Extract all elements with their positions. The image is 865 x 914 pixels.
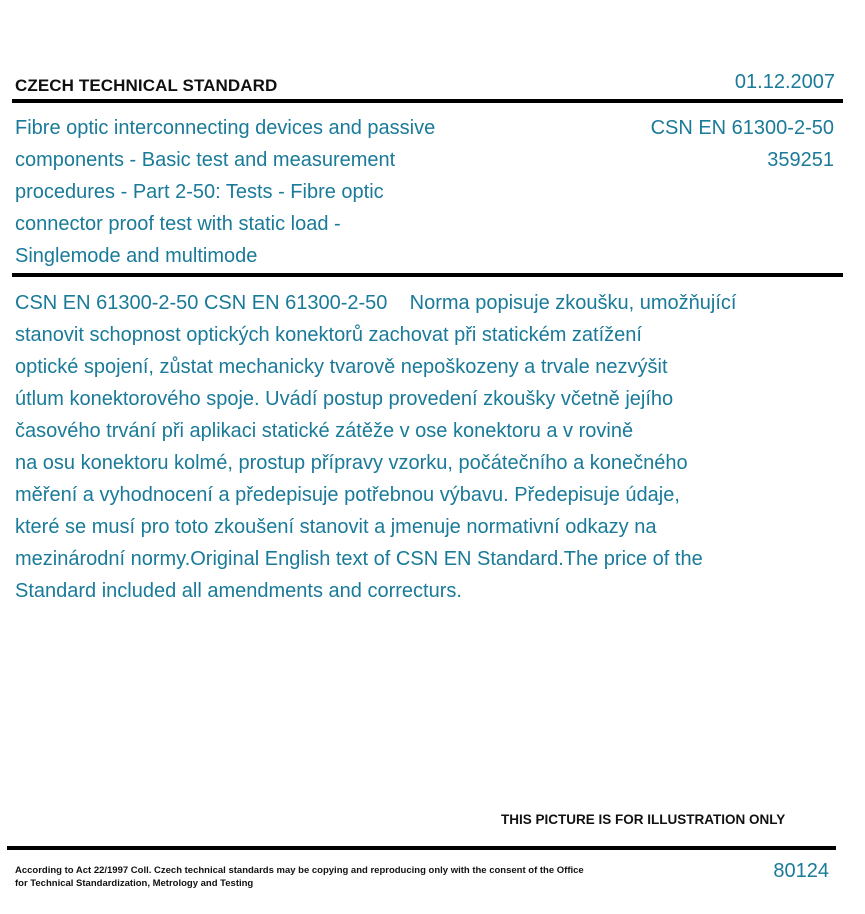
legal-notice-line: According to Act 22/1997 Coll. Czech technical standards may be copying and reproducing only with the consent of the Office xyxy=(15,865,584,876)
standard-title-line: Singlemode and multimode xyxy=(15,245,258,267)
description-line: optické spojení, zůstat mechanicky tvarově nepoškozeny a trvale nezvýšit xyxy=(15,356,668,378)
footer-divider xyxy=(7,846,836,850)
description-line: které se musí pro toto zkoušení stanovit a jmenuje normativní odkazy na xyxy=(15,516,657,538)
classification-number: 359251 xyxy=(767,149,834,171)
standard-code: CSN EN 61300-2-50 xyxy=(650,117,834,139)
description-line: měření a vyhodnocení a předepisuje potřebnou výbavu. Předepisuje údaje, xyxy=(15,484,680,506)
standard-title-line: Fibre optic interconnecting devices and passive xyxy=(15,117,436,139)
legal-notice-line: for Technical Standardization, Metrology and Testing xyxy=(15,878,254,889)
header-divider xyxy=(12,99,843,103)
standard-title-line: connector proof test with static load - xyxy=(15,213,341,235)
publication-date: 01.12.2007 xyxy=(734,71,835,93)
document-number: 80124 xyxy=(773,860,829,882)
document-heading: CZECH TECHNICAL STANDARD xyxy=(15,76,278,95)
description-line: stanovit schopnost optických konektorů zachovat při statickém zatížení xyxy=(15,324,642,346)
standard-title-line: components - Basic test and measurement xyxy=(15,149,396,171)
illustration-disclaimer: THIS PICTURE IS FOR ILLUSTRATION ONLY xyxy=(501,812,786,827)
standard-title xyxy=(15,112,515,272)
description-line: mezinárodní normy.Original English text of CSN EN Standard.The price of the xyxy=(15,548,703,570)
description-line: útlum konektorového spoje. Uvádí postup provedení zkoušky včetně jejího xyxy=(15,388,674,410)
standard-identifiers xyxy=(651,112,834,176)
description-line: CSN EN 61300-2-50 CSN EN 61300-2-50 Norma popisuje zkoušku, umožňující xyxy=(15,292,737,314)
section-divider xyxy=(12,273,843,277)
description-line: časového trvání při aplikaci statické zátěže v ose konektoru a v rovině xyxy=(15,420,634,442)
standard-description xyxy=(15,287,815,607)
standard-title-line: procedures - Part 2-50: Tests - Fibre optic xyxy=(15,181,384,203)
legal-notice xyxy=(15,864,584,890)
description-line: Standard included all amendments and correcturs. xyxy=(15,580,462,602)
description-line: na osu konektoru kolmé, prostup přípravy vzorku, počátečního a konečného xyxy=(15,452,688,474)
